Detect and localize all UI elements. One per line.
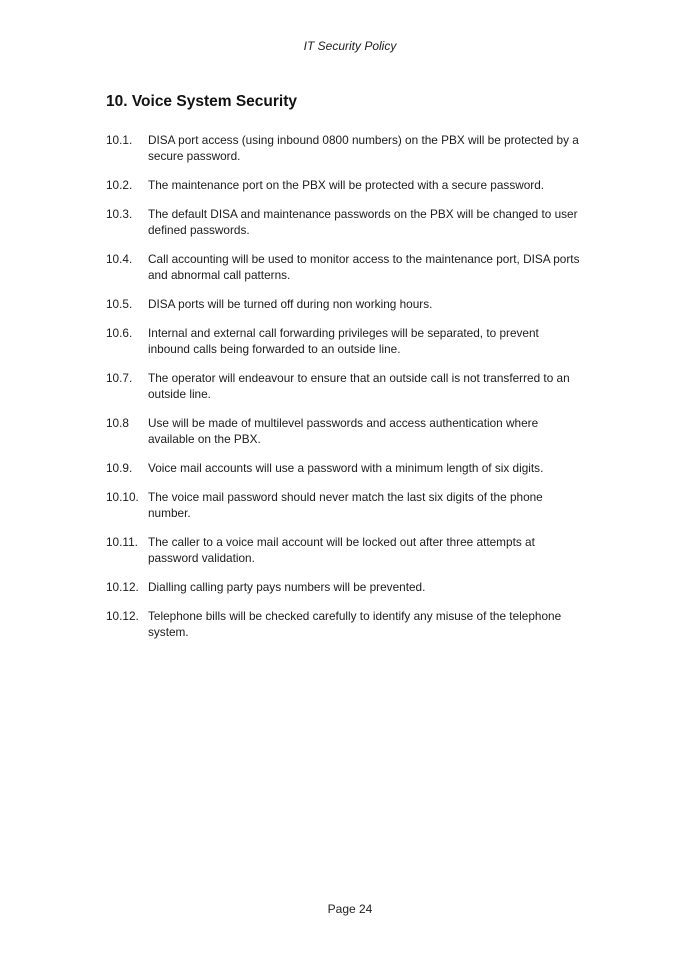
page-number: Page 24 <box>327 902 373 916</box>
document-header-title: IT Security Policy <box>303 39 397 53</box>
item-text: The caller to a voice mail account will be locked out after three attempts at password validation. <box>148 535 535 565</box>
item-text: Call accounting will be used to monitor access to the maintenance port, DISA ports and abnormal call patterns. <box>148 252 580 282</box>
item-text: DISA ports will be turned off during non working hours. <box>148 297 433 311</box>
item-text: The operator will endeavour to ensure that an outside call is not transferred to an outside line. <box>148 371 570 401</box>
item-text: Internal and external call forwarding privileges will be separated, to prevent inbound calls being forwarded to an outside line. <box>148 326 539 356</box>
list-item <box>106 206 598 238</box>
item-text: DISA port access (using inbound 0800 numbers) on the PBX will be protected by a secure password. <box>148 133 579 163</box>
item-number: 10.2. <box>106 178 133 192</box>
item-text: Voice mail accounts will use a password with a minimum length of six digits. <box>148 461 544 475</box>
list-item <box>106 370 598 402</box>
item-text: Telephone bills will be checked carefully to identify any misuse of the telephone system. <box>148 609 562 639</box>
item-text: Use will be made of multilevel passwords and access authentication where available on the PBX. <box>148 416 539 446</box>
list-item <box>106 608 598 640</box>
list-item <box>106 132 598 164</box>
list-item <box>106 460 598 476</box>
item-number: 10.12. <box>106 609 139 623</box>
list-item <box>106 251 598 283</box>
item-number: 10.10. <box>106 490 139 504</box>
list-item <box>106 579 598 595</box>
list-item <box>106 177 598 193</box>
item-number: 10.9. <box>106 461 133 475</box>
item-text: The voice mail password should never match the last six digits of the phone number. <box>148 490 543 520</box>
item-number: 10.1. <box>106 133 133 147</box>
item-number: 10.7. <box>106 371 133 385</box>
item-text: The maintenance port on the PBX will be protected with a secure password. <box>148 178 545 192</box>
item-text: Dialling calling party pays numbers will be prevented. <box>148 580 426 594</box>
list-item <box>106 296 598 312</box>
item-text: The default DISA and maintenance passwords on the PBX will be changed to user defined passwords. <box>148 207 578 237</box>
policy-list <box>106 132 598 653</box>
list-item <box>106 325 598 357</box>
item-number: 10.3. <box>106 207 133 221</box>
section-heading: 10. Voice System Security <box>106 93 297 110</box>
item-number: 10.4. <box>106 252 133 266</box>
item-number: 10.12. <box>106 580 139 594</box>
list-item <box>106 415 598 447</box>
item-number: 10.5. <box>106 297 133 311</box>
item-number: 10.8 <box>106 416 129 430</box>
list-item <box>106 489 598 521</box>
list-item <box>106 534 598 566</box>
item-number: 10.11. <box>106 535 138 549</box>
item-number: 10.6. <box>106 326 133 340</box>
